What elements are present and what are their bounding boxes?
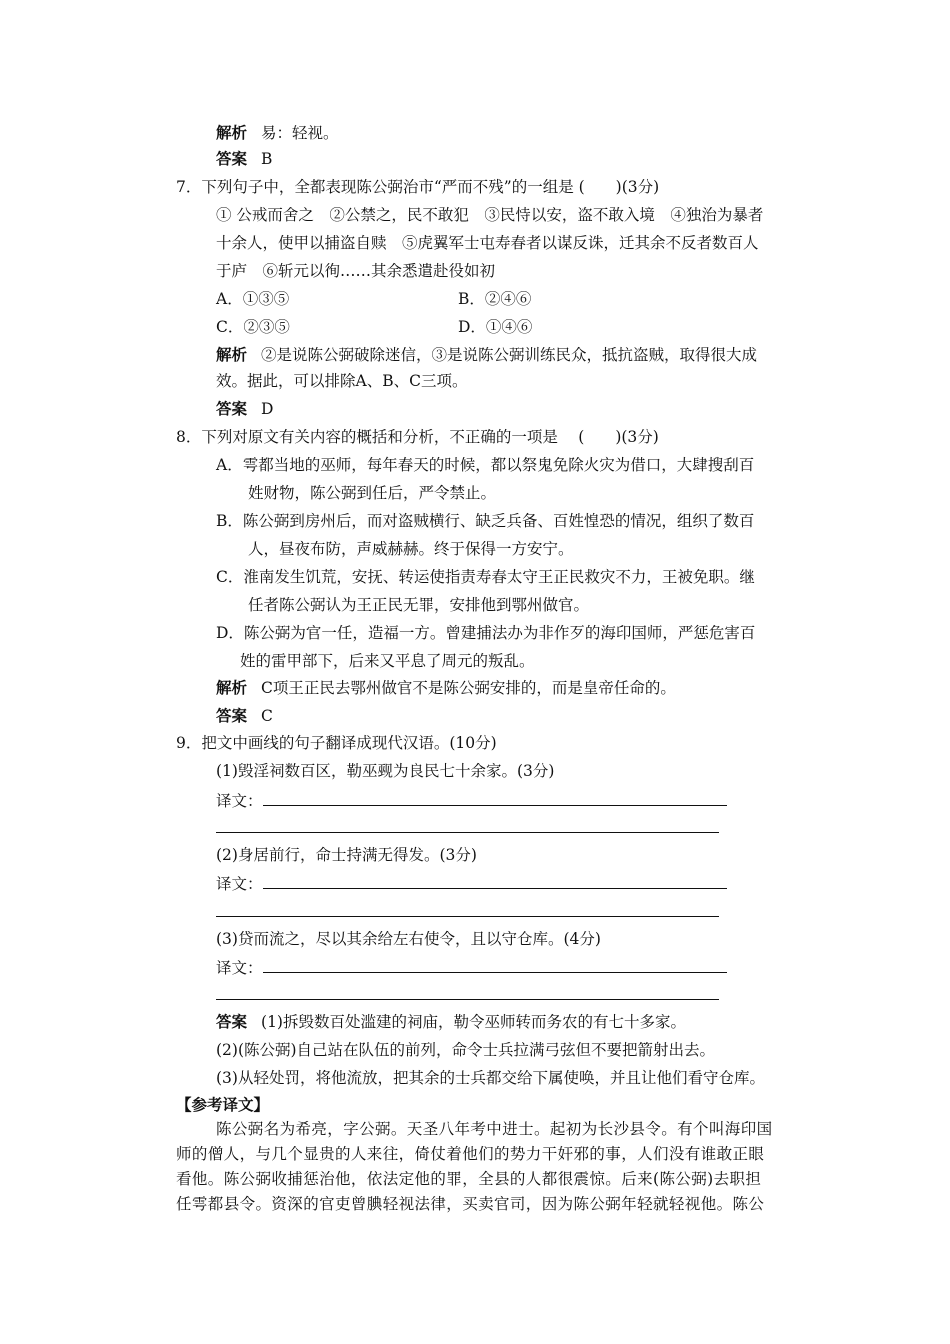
answer-label: 答案 [216, 149, 248, 168]
q9-stem: 9．把文中画线的句子翻译成现代汉语。(10分) [176, 734, 497, 752]
reference-line: 陈公弼名为希亮，字公弼。天圣八年考中进士。起初为长沙县令。有个叫海印国 [216, 1120, 773, 1138]
q9-sub-1: (1)毁淫祠数百区，勒巫觋为良民七十余家。(3分) [216, 762, 555, 780]
translation-blank[interactable] [216, 900, 719, 917]
q9-translation-3-line2 [216, 983, 719, 1005]
q9-answer-line: (3)从轻处罚，将他流放，把其余的士兵都交给下属使唤，并且让他们看守仓库。 [216, 1069, 765, 1087]
translation-label: 译文： [216, 959, 263, 977]
answer-label: 答案 [216, 1012, 248, 1031]
q7-items-line: 于庐 ⑥斩元以徇……其余悉遣赴役如初 [216, 262, 496, 280]
translation-blank[interactable] [216, 983, 719, 1000]
analysis-text: ②是说陈公弼破除迷信，③是说陈公弼训练民众，抵抗盗贼，取得很大成 [261, 346, 758, 364]
q7-answer [216, 398, 273, 420]
answer-label: 答案 [216, 399, 248, 418]
reference-line: 师的僧人，与几个显贵的人来往，倚仗着他们的势力干奸邪的事，人们没有谁敢正眼 [176, 1145, 765, 1163]
analysis-label: 解析 [216, 123, 248, 142]
q7-option-b: B．②④⑥ [458, 290, 532, 308]
analysis-label: 解析 [216, 678, 248, 697]
q8-option-d: D．陈公弼为官一任，造福一方。曾建捕法办为非作歹的海印国师，严惩危害百 [216, 624, 756, 642]
q9-translation-3 [216, 956, 727, 978]
reference-line: 看他。陈公弼收捕惩治他，依法定他的罪，全县的人都很震惊。后来(陈公弼)去职担 [176, 1170, 762, 1188]
q8-option-a: A．雩都当地的巫师，每年春天的时候，都以祭鬼免除火灾为借口，大肆搜刮百 [216, 456, 755, 474]
q7-analysis [216, 344, 757, 366]
translation-label: 译文： [216, 875, 263, 893]
q9-translation-2 [216, 872, 727, 894]
translation-label: 译文： [216, 792, 263, 810]
q8-answer [216, 705, 273, 727]
translation-blank[interactable] [216, 816, 719, 833]
q7-stem: 7．下列句子中，全都表现陈公弼治市“严而不残”的一组是 ( )(3分) [176, 178, 660, 196]
q8-stem: 8．下列对原文有关内容的概括和分析，不正确的一项是 ( )(3分) [176, 428, 659, 446]
q8-option-c: C．淮南发生饥荒，安抚、转运使指责寿春太守王正民救灾不力，王被免职。继 [216, 568, 755, 586]
translation-blank[interactable] [263, 956, 727, 973]
q8-analysis [216, 677, 676, 699]
q8-option-a-cont: 姓财物，陈公弼到任后，严令禁止。 [248, 484, 497, 502]
q9-answer [216, 1011, 686, 1033]
q7-option-a: A．①③⑤ [216, 290, 290, 308]
q8-option-b-cont: 人，昼夜布防，声威赫赫。终于保得一方安宁。 [248, 540, 574, 558]
answer-label: 答案 [216, 706, 248, 725]
q9-sub-3: (3)贷而流之，尽以其余给左右使令，且以守仓库。(4分) [216, 930, 601, 948]
reference-line: 任雩都县令。资深的官吏曾腆轻视法律，买卖官司，因为陈公弼年轻就轻视他。陈公 [176, 1195, 765, 1213]
q9-translation-2-line2 [216, 900, 719, 922]
answer-text: B [261, 150, 273, 168]
q9-translation-1-line2 [216, 816, 719, 838]
q6-analysis [216, 122, 339, 144]
answer-text: D [261, 400, 274, 418]
answer-text: (1)拆毁数百处滥建的祠庙，勒令巫师转而务农的有七十多家。 [261, 1013, 686, 1031]
reference-heading: 【参考译文】 [176, 1095, 270, 1114]
q8-option-d-cont: 姓的雷甲部下，后来又平息了周元的叛乱。 [240, 652, 535, 670]
analysis-text: 易：轻视。 [261, 124, 339, 142]
analysis-text: C项王正民去鄂州做官不是陈公弼安排的，而是皇帝任命的。 [261, 679, 676, 697]
answer-text: C [261, 707, 273, 725]
q6-answer [216, 148, 272, 170]
q7-option-d: D．①④⑥ [458, 318, 533, 336]
q9-answer-line: (2)(陈公弼)自己站在队伍的前列，命令士兵拉满弓弦但不要把箭射出去。 [216, 1041, 716, 1059]
translation-blank[interactable] [263, 789, 727, 806]
q9-translation-1 [216, 789, 727, 811]
q8-option-c-cont: 任者陈公弼认为王正民无罪，安排他到鄂州做官。 [248, 596, 590, 614]
q7-option-c: C．②③⑤ [216, 318, 290, 336]
analysis-label: 解析 [216, 345, 248, 364]
q7-analysis-cont: 效。据此，可以排除A、B、C三项。 [216, 372, 468, 390]
q7-items-line: ① 公戒而舍之 ②公禁之，民不敢犯 ③民恃以安，盗不敢入境 ④独治为暴者 [216, 206, 764, 224]
q7-items-line: 十余人，使甲以捕盗自赎 ⑤虎翼军士屯寿春者以谋反诛，迁其余不反者数百人 [216, 234, 759, 252]
q8-option-b: B．陈公弼到房州后，而对盗贼横行、缺乏兵备、百姓惶恐的情况，组织了数百 [216, 512, 755, 530]
q9-sub-2: (2)身居前行，命士持满无得发。(3分) [216, 846, 477, 864]
translation-blank[interactable] [263, 872, 727, 889]
